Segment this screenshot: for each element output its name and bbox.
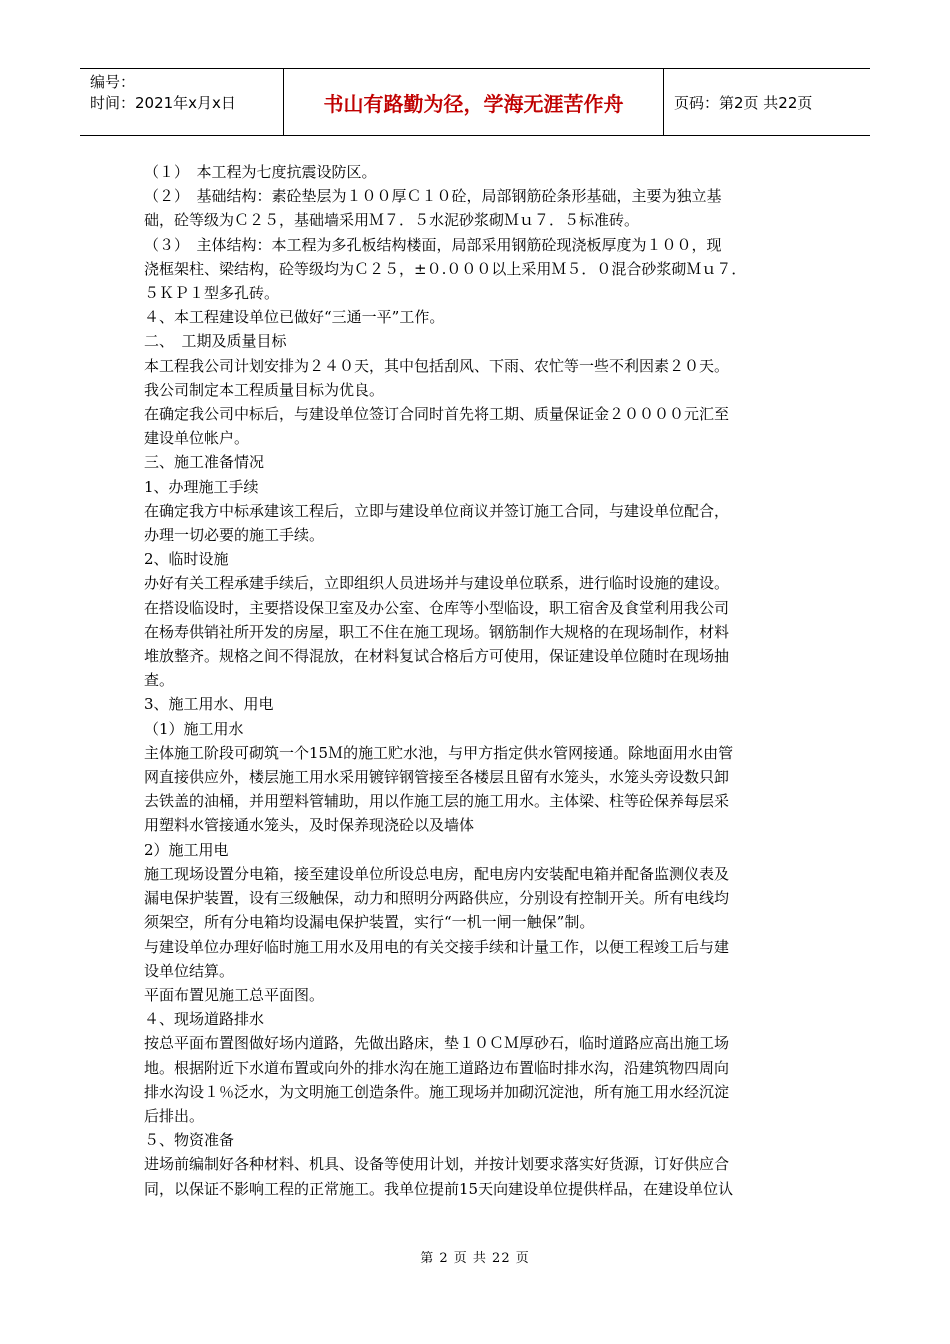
body-line: 去铁盖的油桶，并用塑料管辅助，用以作施工层的施工用水。主体梁、柱等砼保养每层采	[144, 792, 730, 811]
body-line: ４、本工程建设单位已做好“三通一平”工作。	[144, 308, 445, 327]
body-line: 础，砼等级为Ｃ２５，基础墙采用Ｍ７．５水泥砂浆砌Ｍｕ７．５标准砖。	[144, 211, 640, 230]
page-header	[80, 68, 870, 136]
body-line: 2）施工用电	[144, 840, 229, 859]
body-line: 按总平面布置图做好场内道路，先做出路床，垫１０ＣＭ厚砂石，临时道路应高出施工场	[144, 1034, 730, 1053]
page-footer: 第 2 页 共 22 页	[420, 1251, 530, 1266]
body-line: 建设单位帐户。	[144, 429, 250, 448]
body-line: ４、现场道路排水	[144, 1010, 265, 1029]
body-line: 三、施工准备情况	[144, 453, 265, 472]
body-line: 查。	[144, 671, 175, 690]
header-page-info: 页码：第2页 共22页	[674, 93, 813, 112]
body-line: 主体施工阶段可砌筑一个15Ｍ的施工贮水池，与甲方指定供水管网接通。除地面用水由管	[144, 743, 734, 762]
body-line: 漏电保护装置，设有三级触保，动力和照明分两路供应，分别设有控制开关。所有电线均	[144, 889, 730, 908]
body-line: 2、临时设施	[144, 550, 229, 569]
document-number-label: 编号：	[90, 73, 136, 91]
document-body	[144, 160, 809, 1201]
body-line: 地。根据附近下水道布置或向外的排水沟在施工道路边布置临时排水沟，沿建筑物四周向	[144, 1058, 730, 1077]
body-line: 本工程我公司计划安排为２４０天，其中包括刮风、下雨、农忙等一些不利因素２０天。	[144, 356, 730, 375]
body-line: 须架空，所有分电箱均设漏电保护装置，实行“一机一闸一触保”制。	[144, 913, 595, 932]
body-line: 用塑料水管接通水笼头，及时保养现浇砼以及墙体	[144, 816, 475, 835]
header-motto: 书山有路勤为径，学海无涯苦作舟	[284, 69, 664, 135]
body-line: 二、 工期及质量目标	[144, 332, 287, 351]
body-line: 进场前编制好各种材料、机具、设备等使用计划，并按计划要求落实好货源，订好供应合	[144, 1155, 730, 1174]
body-line: ５、物资准备	[144, 1131, 235, 1150]
body-line: ５ＫＰ１型多孔砖。	[144, 284, 280, 303]
header-meta	[80, 69, 284, 135]
body-line: （1）施工用水	[144, 719, 244, 738]
body-line: （２） 基础结构：素砼垫层为１００厚Ｃ１０砼，局部钢筋砼条形基础，主要为独立基	[144, 187, 722, 206]
body-line: （３） 主体结构：本工程为多孔板结构楼面，局部采用钢筋砼现浇板厚度为１００，现	[144, 235, 722, 254]
body-line: 我公司制定本工程质量目标为优良。	[144, 380, 385, 399]
body-line: 与建设单位办理好临时施工用水及用电的有关交接手续和计量工作，以便工程竣工后与建	[144, 937, 730, 956]
body-line: 在搭设临设时，主要搭设保卫室及办公室、仓库等小型临设，职工宿舍及食堂利用我公司	[144, 598, 730, 617]
body-line: 设单位结算。	[144, 961, 235, 980]
body-line: （１） 本工程为七度抗震设防区。	[144, 163, 377, 181]
body-line: 办好有关工程承建手续后，立即组织人员进场并与建设单位联系，进行临时设施的建设。	[144, 574, 730, 593]
body-line: 平面布置见施工总平面图。	[144, 985, 325, 1004]
body-line: 在杨寿供销社所开发的房屋，职工不住在施工现场。钢筋制作大规格的在现场制作，材料	[144, 622, 730, 641]
body-line: 3、施工用水、用电	[144, 695, 274, 714]
body-line: 施工现场设置分电箱，接至建设单位所设总电房，配电房内安装配电箱并配备监测仪表及	[144, 864, 730, 883]
body-line: 在确定我公司中标后，与建设单位签订合同时首先将工期、质量保证金２００００元汇至	[144, 405, 730, 424]
document-date: 时间：2021年x月x日	[90, 94, 236, 112]
body-line: 浇框架柱、梁结构，砼等级均为Ｃ２５，±０.０００以上采用Ｍ５．０混合砂浆砌Ｍｕ７．	[144, 259, 747, 278]
body-line: 在确定我方中标承建该工程后，立即与建设单位商议并签订施工合同，与建设单位配合，	[144, 501, 730, 520]
body-line: 同，以保证不影响工程的正常施工。我单位提前15天向建设单位提供样品，在建设单位认	[144, 1179, 734, 1198]
body-line: 办理一切必要的施工手续。	[144, 526, 325, 545]
body-line: 1、办理施工手续	[144, 477, 259, 496]
body-line: 网直接供应外，楼层施工用水采用镀锌钢管接至各楼层且留有水笼头，水笼头旁设数只卸	[144, 768, 730, 787]
body-line: 后排出。	[144, 1106, 205, 1125]
body-line: 堆放整齐。规格之间不得混放，在材料复试合格后方可使用，保证建设单位随时在现场抽	[144, 647, 730, 666]
body-line: 排水沟设１％泛水，为文明施工创造条件。施工现场并加砌沉淀池，所有施工用水经沉淀	[144, 1082, 730, 1101]
